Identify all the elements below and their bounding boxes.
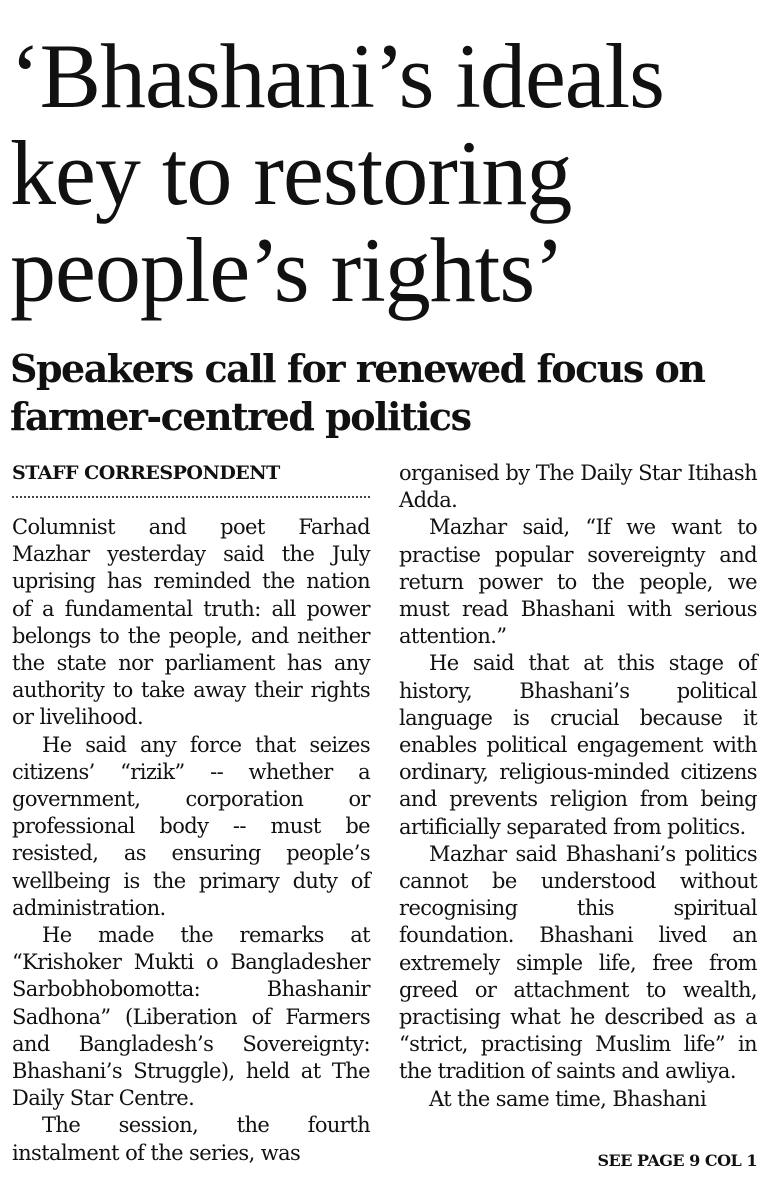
- article-column-2: [399, 460, 757, 1113]
- paragraph: organised by The Daily Star Itihash Adda.: [399, 461, 757, 513]
- paragraph: The session, the fourth instalment of the series, was: [12, 1113, 370, 1165]
- subheadline: [10, 345, 760, 441]
- article-column-1: [12, 514, 370, 1167]
- paragraph: He made the remarks at “Krishoker Mukti o Bangladesher Sarbobhobomotta: Bhashanir Sadhona” (Liberation of Farmers and Bangladesh’s Sovereignty: Bhashani’s Struggle), held at The Daily Star Centre.: [12, 923, 370, 1111]
- headline-line: people’s rights’: [10, 219, 564, 321]
- headline: [10, 25, 760, 321]
- byline-divider: [12, 496, 370, 498]
- headline-line: ‘Bhashani’s ideals: [10, 25, 664, 127]
- paragraph: He said that at this stage of history, Bhashani’s political language is crucial because it enables political engagement with ordinary, religious-minded citizens and prevents religion from being artificially separated from politics.: [399, 651, 757, 839]
- paragraph: He said any force that seizes citizens’ “rizik” -- whether a government, corporation or professional body -- must be resisted, as ensuring people’s wellbeing is the primary duty of administration.: [12, 732, 370, 920]
- paragraph: Mazhar said Bhashani’s politics cannot be understood without recognising this spiritual foundation. Bhashani lived an extremely simple life, free from greed or attachment to wealth, practising what he described as a “strict, practising Muslim life” in the tradition of saints and awliya.: [399, 841, 757, 1084]
- byline: STAFF CORRESPONDENT: [12, 462, 280, 484]
- subheadline-line: Speakers call for renewed focus on: [10, 346, 705, 391]
- paragraph: Mazhar said, “If we want to practise popular sovereignty and return power to the people, we must read Bhashani with serious attention.”: [399, 515, 757, 649]
- continuation-jump: SEE PAGE 9 COL 1: [597, 1151, 757, 1170]
- subheadline-line: farmer-centred politics: [10, 394, 471, 439]
- paragraph: At the same time, Bhashani: [429, 1086, 707, 1111]
- paragraph: Columnist and poet Farhad Mazhar yesterday said the July uprising has reminded the nation of a fundamental truth: all power belongs to the people, and neither the state nor parliament has any authority to take away their rights or livelihood.: [12, 515, 370, 730]
- headline-line: key to restoring: [10, 122, 572, 224]
